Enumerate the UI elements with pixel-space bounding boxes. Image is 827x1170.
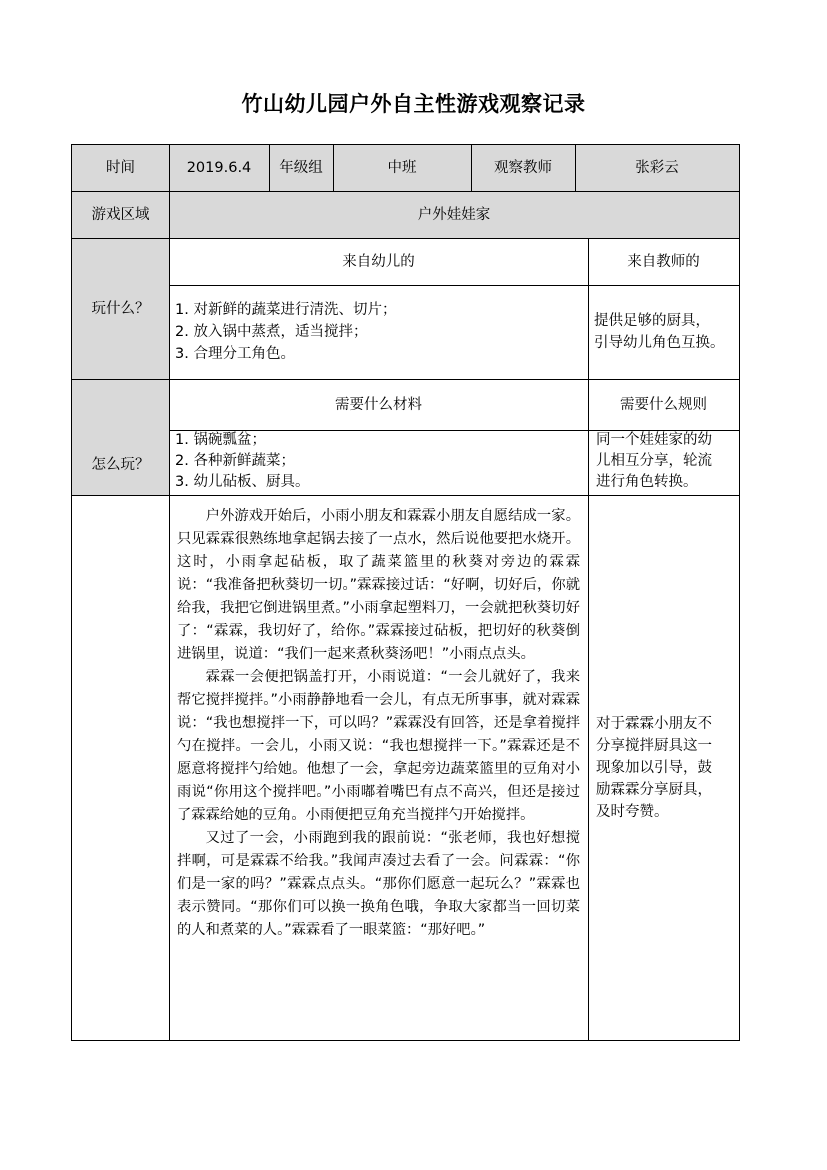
observation-table: [71, 144, 740, 1041]
area-label: 游戏区域: [91, 206, 150, 223]
grid-line: [72, 191, 739, 192]
area-value-cell: [169, 191, 739, 238]
grid-line: [471, 145, 472, 191]
grid-line: [575, 145, 576, 191]
rule-line: 儿相互分享，轮流: [596, 453, 712, 469]
from-children-header: [169, 238, 588, 285]
teacher-label-cell: [471, 145, 575, 191]
rule-line: 同一个娃娃家的幼: [596, 432, 712, 448]
support-line: 励霖霖分享厨具，: [596, 782, 712, 798]
grid-line: [269, 145, 270, 191]
grid-line: [72, 238, 739, 239]
materials-items: [169, 430, 588, 495]
grid-line: [72, 495, 739, 496]
support-line: 现象加以引导，鼓: [596, 760, 712, 776]
time-value-cell: [169, 145, 269, 191]
grid-line: [169, 145, 170, 1040]
list-item: 2. 放入锅中蒸煮，适当搅拌；: [175, 324, 368, 340]
rules-items: [588, 430, 739, 495]
grid-line: [169, 430, 739, 431]
list-item: 1. 对新鲜的蔬菜进行清洗、切片；: [175, 302, 397, 318]
how-label-cell: [72, 379, 169, 495]
teacher-label: 观察教师: [494, 160, 552, 176]
area-label-cell: [72, 191, 169, 238]
how-label: 怎么玩？: [91, 457, 150, 473]
time-value: 2019.6.4: [186, 160, 252, 176]
story-paragraph: 户外游戏开始后，小雨小朋友和霖霖小朋友自愿结成一家。只见霖霖很熟练地拿起锅去接了一点水，然后说他要把水烧开。这时，小雨拿起砧板，取了蔬菜篮里的秋葵对旁边的霖霖说：“我准备把秋葵切一切。”霖霖接过话：“好啊，切好后，你就给我，我把它倒进锅里煮。”小雨拿起塑料刀，一会就把秋葵切好了：“霖霖，我切好了，给你。”霖霖接过砧板，把切好的秋葵倒进锅里，说道：“我们一起来煮秋葵汤吧！”小雨点点头。: [177, 508, 580, 662]
support-line: 分享搅拌厨具这一: [596, 738, 712, 754]
materials-label: 需要什么材料: [335, 396, 422, 413]
grid-line: [588, 238, 589, 1040]
time-label-cell: [72, 145, 169, 191]
list-item: 3. 合理分工角色。: [175, 346, 295, 362]
teacher-support: [588, 495, 739, 1040]
teacher-value-cell: [575, 145, 739, 191]
list-item: 2. 各种新鲜蔬菜；: [175, 453, 295, 469]
rules-header: [588, 379, 739, 430]
list-item: 1. 锅碗瓢盆；: [175, 432, 266, 448]
list-item: 3. 幼儿砧板、厨具。: [175, 474, 310, 490]
story-paragraph: 霖霖一会便把锅盖打开，小雨说道：“一会儿就好了，我来帮它搅拌搅拌。”小雨静静地看一会儿，有点无所事事，就对霖霖说：“我也想搅拌一下，可以吗？”霖霖没有回答，还是拿着搅拌勺在搅拌。一会儿，小雨又说：“我也想搅拌一下。”霖霖还是不愿意将搅拌勺给她。他想了一会，拿起旁边蔬菜篮里的豆角对小雨说“你用这个搅拌吧。”小雨嘟着嘴巴有点不高兴，但还是接过了霖霖给她的豆角。小雨便把豆角充当搅拌勺开始搅拌。: [177, 669, 580, 823]
children-items: [169, 285, 588, 379]
teacher-line: 引导幼儿角色互换。: [594, 335, 725, 351]
rules-label: 需要什么规则: [620, 396, 707, 413]
grid-line: [72, 379, 739, 380]
teacher-line: 提供足够的厨具，: [594, 313, 710, 329]
time-label: 时间: [106, 160, 135, 176]
page-title: 竹山幼儿园户外自主性游戏观察记录: [241, 92, 586, 116]
area-value: 户外娃娃家: [417, 206, 491, 223]
grade-value-cell: [333, 145, 471, 191]
from-teacher-header: [588, 238, 739, 285]
what-label: 玩什么？: [91, 300, 150, 317]
grid-line: [169, 285, 739, 286]
grade-label-cell: [269, 145, 333, 191]
support-line: 对于霖霖小朋友不: [596, 716, 712, 732]
observation-story: [169, 495, 588, 1040]
teacher-items: [588, 285, 739, 379]
teacher-value: 张彩云: [635, 160, 679, 176]
support-line: 及时夸赞。: [596, 804, 669, 820]
observation-label-cell: [72, 495, 169, 1040]
grade-value: 中班: [387, 160, 417, 176]
grade-label: 年级组: [279, 160, 323, 176]
what-label-cell: [72, 238, 169, 379]
grid-line: [333, 145, 334, 191]
from-children-label: 来自幼儿的: [342, 253, 415, 270]
rule-line: 进行角色转换。: [596, 474, 698, 490]
materials-header: [169, 379, 588, 430]
from-teacher-label: 来自教师的: [627, 253, 700, 270]
story-paragraph: 又过了一会，小雨跑到我的跟前说：“张老师，我也好想搅拌啊，可是霖霖不给我。”我闻声凑过去看了一会。问霖霖：“你们是一家的吗？”霖霖点点头。“那你们愿意一起玩么？”霖霖也表示赞同。“那你们可以换一换角色哦，争取大家都当一回切菜的人和煮菜的人。”霖霖看了一眼菜篮：“那好吧。”: [177, 830, 580, 938]
